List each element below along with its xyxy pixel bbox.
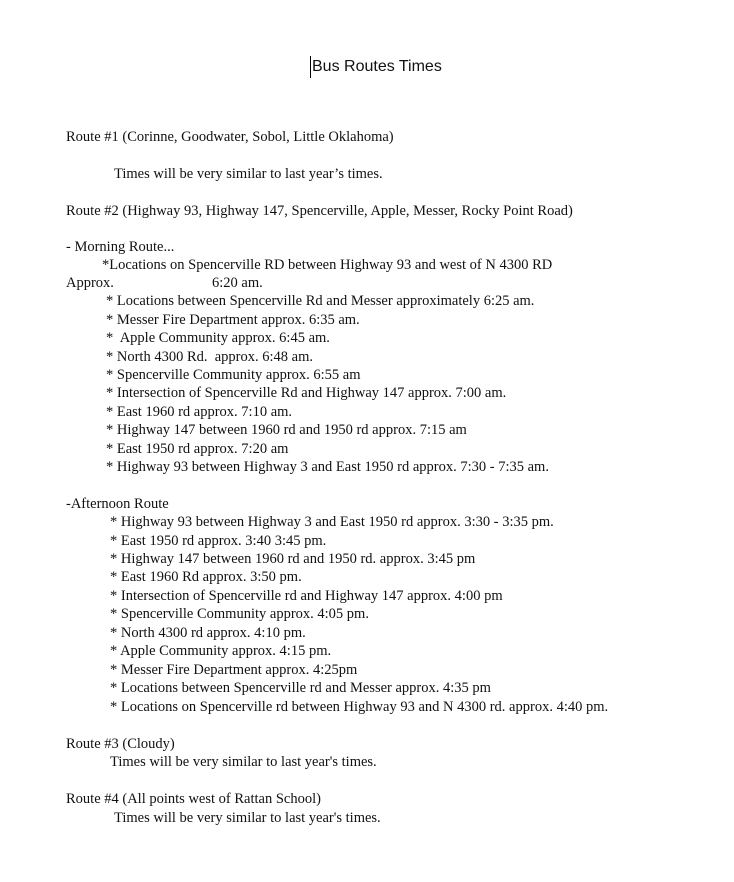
route2-heading: Route #2 (Highway 93, Highway 147, Spencerville, Apple, Messer, Rocky Point Road)	[66, 203, 573, 219]
afternoon-stop: * East 1950 rd approx. 3:40 3:45 pm.	[110, 533, 327, 549]
afternoon-stop: * Messer Fire Department approx. 4:25pm	[110, 662, 358, 678]
morning-stop: * Spencerville Community approx. 6:55 am	[106, 367, 361, 383]
morning-route-heading: - Morning Route...	[66, 239, 175, 255]
document-title: Bus Routes Times	[312, 58, 442, 75]
afternoon-stop: * Highway 147 between 1960 rd and 1950 rd. approx. 3:45 pm	[110, 551, 476, 567]
afternoon-stop: * Locations on Spencerville rd between Highway 93 and N 4300 rd. approx. 4:40 pm.	[110, 699, 609, 715]
morning-stop-first-approx: Approx.	[66, 275, 114, 291]
route3-heading: Route #3 (Cloudy)	[66, 736, 175, 752]
afternoon-stop: * East 1960 Rd approx. 3:50 pm.	[110, 569, 302, 585]
morning-stop: * East 1950 rd approx. 7:20 am	[106, 441, 289, 457]
morning-stop: * Apple Community approx. 6:45 am.	[106, 330, 330, 346]
morning-stop: * Highway 93 between Highway 3 and East 1950 rd approx. 7:30 - 7:35 am.	[106, 459, 549, 475]
afternoon-stop: * North 4300 rd approx. 4:10 pm.	[110, 625, 306, 641]
afternoon-stop: * Locations between Spencerville rd and Messer approx. 4:35 pm	[110, 680, 491, 696]
morning-stop-first: *Locations on Spencerville RD between Highway 93 and west of N 4300 RD	[102, 257, 553, 273]
morning-stop: * East 1960 rd approx. 7:10 am.	[106, 404, 293, 420]
route1-heading: Route #1 (Corinne, Goodwater, Sobol, Little Oklahoma)	[66, 129, 394, 145]
afternoon-stop: * Highway 93 between Highway 3 and East 1950 rd approx. 3:30 - 3:35 pm.	[110, 514, 554, 530]
afternoon-stop: * Intersection of Spencerville rd and Highway 147 approx. 4:00 pm	[110, 588, 503, 604]
route4-note: Times will be very similar to last year's times.	[114, 810, 381, 826]
morning-stop: * Locations between Spencerville Rd and Messer approximately 6:25 am.	[106, 293, 535, 309]
route3-note: Times will be very similar to last year's times.	[110, 754, 377, 770]
morning-stop: * Intersection of Spencerville Rd and Highway 147 approx. 7:00 am.	[106, 385, 507, 401]
text-cursor	[310, 56, 311, 78]
morning-stop: * North 4300 Rd. approx. 6:48 am.	[106, 349, 314, 365]
afternoon-stop: * Apple Community approx. 4:15 pm.	[110, 643, 332, 659]
route4-heading: Route #4 (All points west of Rattan School)	[66, 791, 321, 807]
afternoon-stop: * Spencerville Community approx. 4:05 pm.	[110, 606, 369, 622]
morning-stop-first-time: 6:20 am.	[212, 275, 263, 291]
morning-stop: * Messer Fire Department approx. 6:35 am.	[106, 312, 360, 328]
morning-stop: * Highway 147 between 1960 rd and 1950 rd approx. 7:15 am	[106, 422, 467, 438]
afternoon-route-heading: -Afternoon Route	[66, 496, 169, 512]
route1-note: Times will be very similar to last year’s times.	[114, 166, 383, 182]
